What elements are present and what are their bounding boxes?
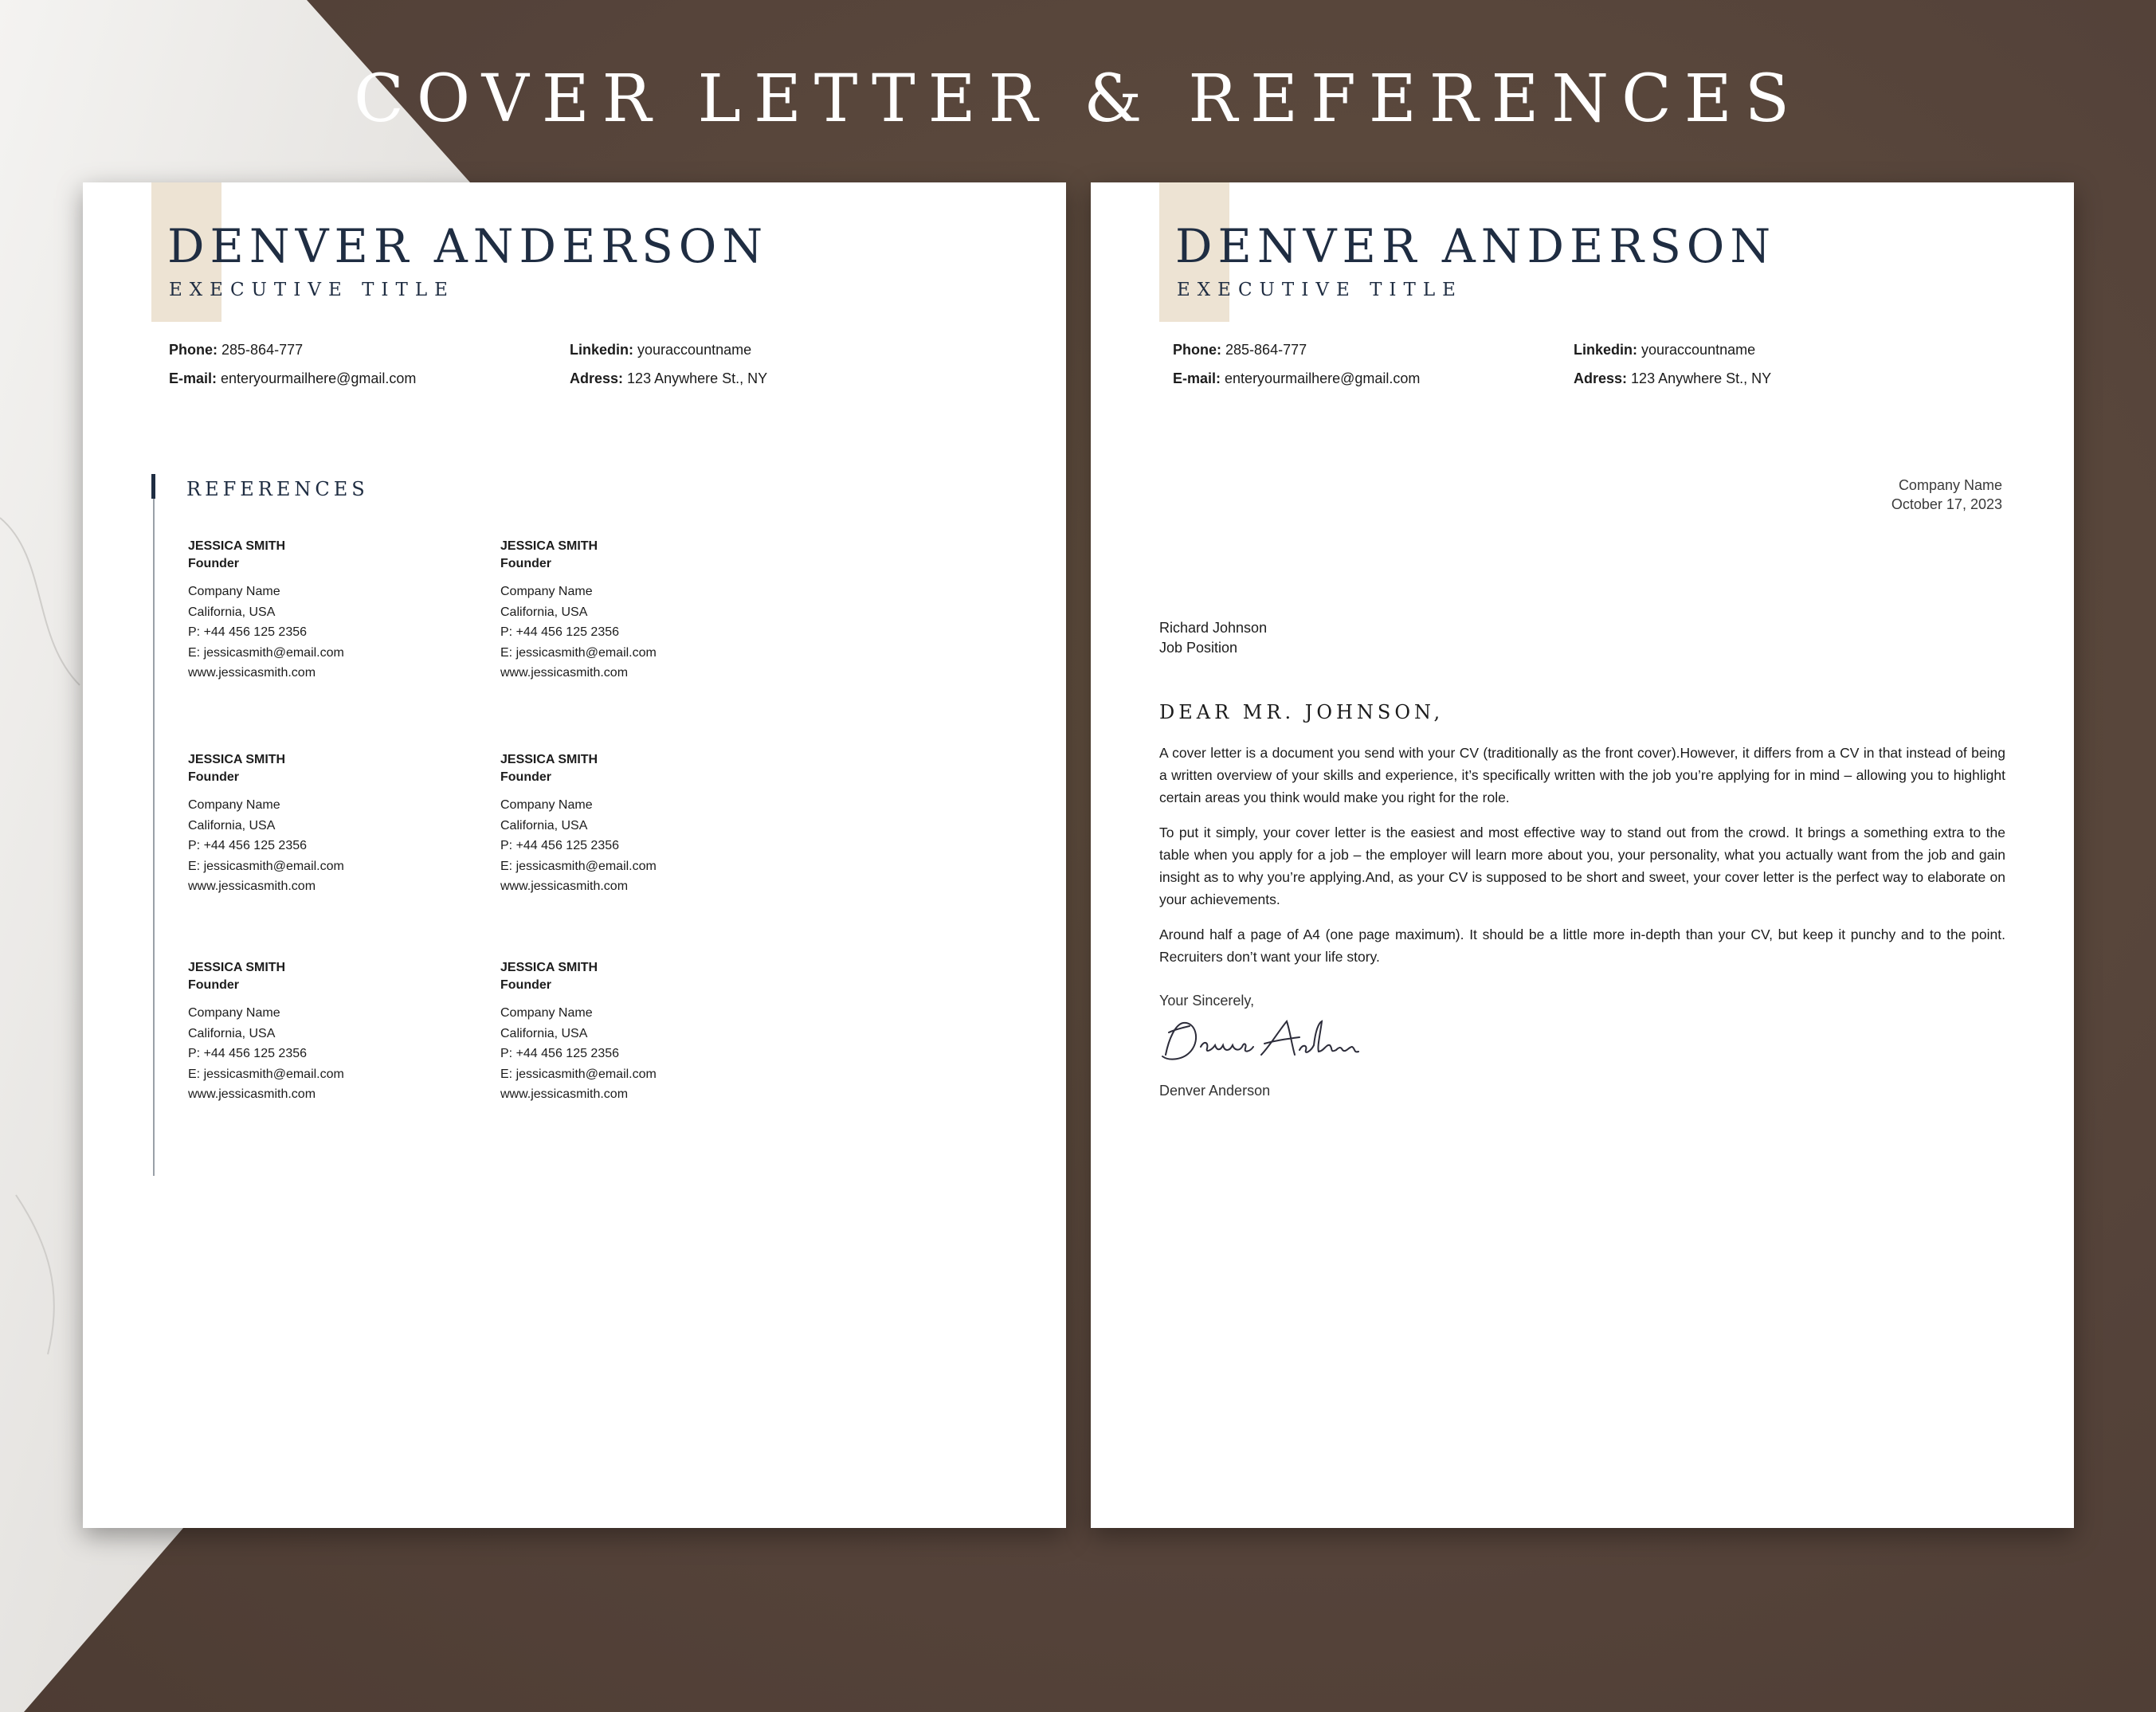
linkedin-contact: Linkedin: youraccountname <box>1574 342 1756 358</box>
references-heading: REFERENCES <box>186 478 369 500</box>
reference-card: JESSICA SMITH Founder Company Name California, USA P: +44 456 125 2356 E: jessicasmith@email.com www.jessicasmith.com <box>500 753 657 893</box>
reference-card: JESSICA SMITH Founder Company Name California, USA P: +44 456 125 2356 E: jessicasmith@email.com www.jessicasmith.com <box>188 961 344 1101</box>
candidate-title: EXECUTIVE TITLE <box>1177 280 1463 300</box>
letter-company: Company Name <box>1898 477 2002 493</box>
letter-signoff: Your Sincerely, <box>1159 993 1255 1009</box>
salutation: DEAR MR. JOHNSON, <box>1159 701 1445 723</box>
email-contact: E-mail: enteryourmailhere@gmail.com <box>1173 370 1421 386</box>
references-accent-bar <box>151 474 155 499</box>
references-page <box>83 182 1066 1528</box>
cover-letter-page <box>1091 182 2074 1528</box>
phone-contact: Phone: 285-864-777 <box>169 342 304 358</box>
candidate-title: EXECUTIVE TITLE <box>169 280 455 300</box>
company-date-block <box>1891 476 2002 514</box>
page-banner-title: COVER LETTER & REFERENCES <box>354 61 1802 137</box>
address-contact: Adress: 123 Anywhere St., NY <box>1574 370 1772 386</box>
candidate-name: DENVER ANDERSON <box>167 219 769 273</box>
letter-paragraph: To put it simply, your cover letter is the easiest and most effective way to stand out from the crowd. It brings a something extra to the table when you apply for a job – the employer will learn more about you, your personality, what you actually want from the job and gain insight as to why you’re applying.And, as your CV is supposed to be short and sweet, your cover letter is the perfect way to elaborate on your achievements. <box>1159 825 2005 907</box>
candidate-name: DENVER ANDERSON <box>1175 219 1777 273</box>
email-contact: E-mail: enteryourmailhere@gmail.com <box>169 370 417 386</box>
reference-card: JESSICA SMITH Founder Company Name California, USA P: +44 456 125 2356 E: jessicasmith@email.com www.jessicasmith.com <box>500 539 657 680</box>
address-contact: Adress: 123 Anywhere St., NY <box>570 370 768 386</box>
reference-card: JESSICA SMITH Founder Company Name California, USA P: +44 456 125 2356 E: jessicasmith@email.com www.jessicasmith.com <box>188 753 344 893</box>
recipient-position: Job Position <box>1159 640 1238 656</box>
signature-name: Denver Anderson <box>1159 1083 1271 1099</box>
recipient-block <box>1159 618 1267 658</box>
reference-card: JESSICA SMITH Founder Company Name California, USA P: +44 456 125 2356 E: jessicasmith@email.com www.jessicasmith.com <box>500 961 657 1101</box>
references-divider-line <box>153 499 155 1176</box>
letter-paragraph: Around half a page of A4 (one page maximum). It should be a little more in-depth than your CV, but keep it punchy and to the point. Recruiters don’t want your life story. <box>1159 927 2005 965</box>
letter-date: October 17, 2023 <box>1891 496 2002 512</box>
reference-card: JESSICA SMITH Founder Company Name California, USA P: +44 456 125 2356 E: jessicasmith@email.com www.jessicasmith.com <box>188 539 344 680</box>
handwritten-signature <box>1159 1015 1366 1071</box>
letter-paragraph: A cover letter is a document you send with your CV (traditionally as the front cover).However, it differs from a CV in that instead of being a written overview of your skills and experience, it’s specifically written with the job you’re applying for in mind – allowing you to highlight certain areas you think would make you right for the role. <box>1159 745 2005 805</box>
recipient-name: Richard Johnson <box>1159 620 1268 636</box>
phone-contact: Phone: 285-864-777 <box>1173 342 1307 358</box>
linkedin-contact: Linkedin: youraccountname <box>570 342 752 358</box>
